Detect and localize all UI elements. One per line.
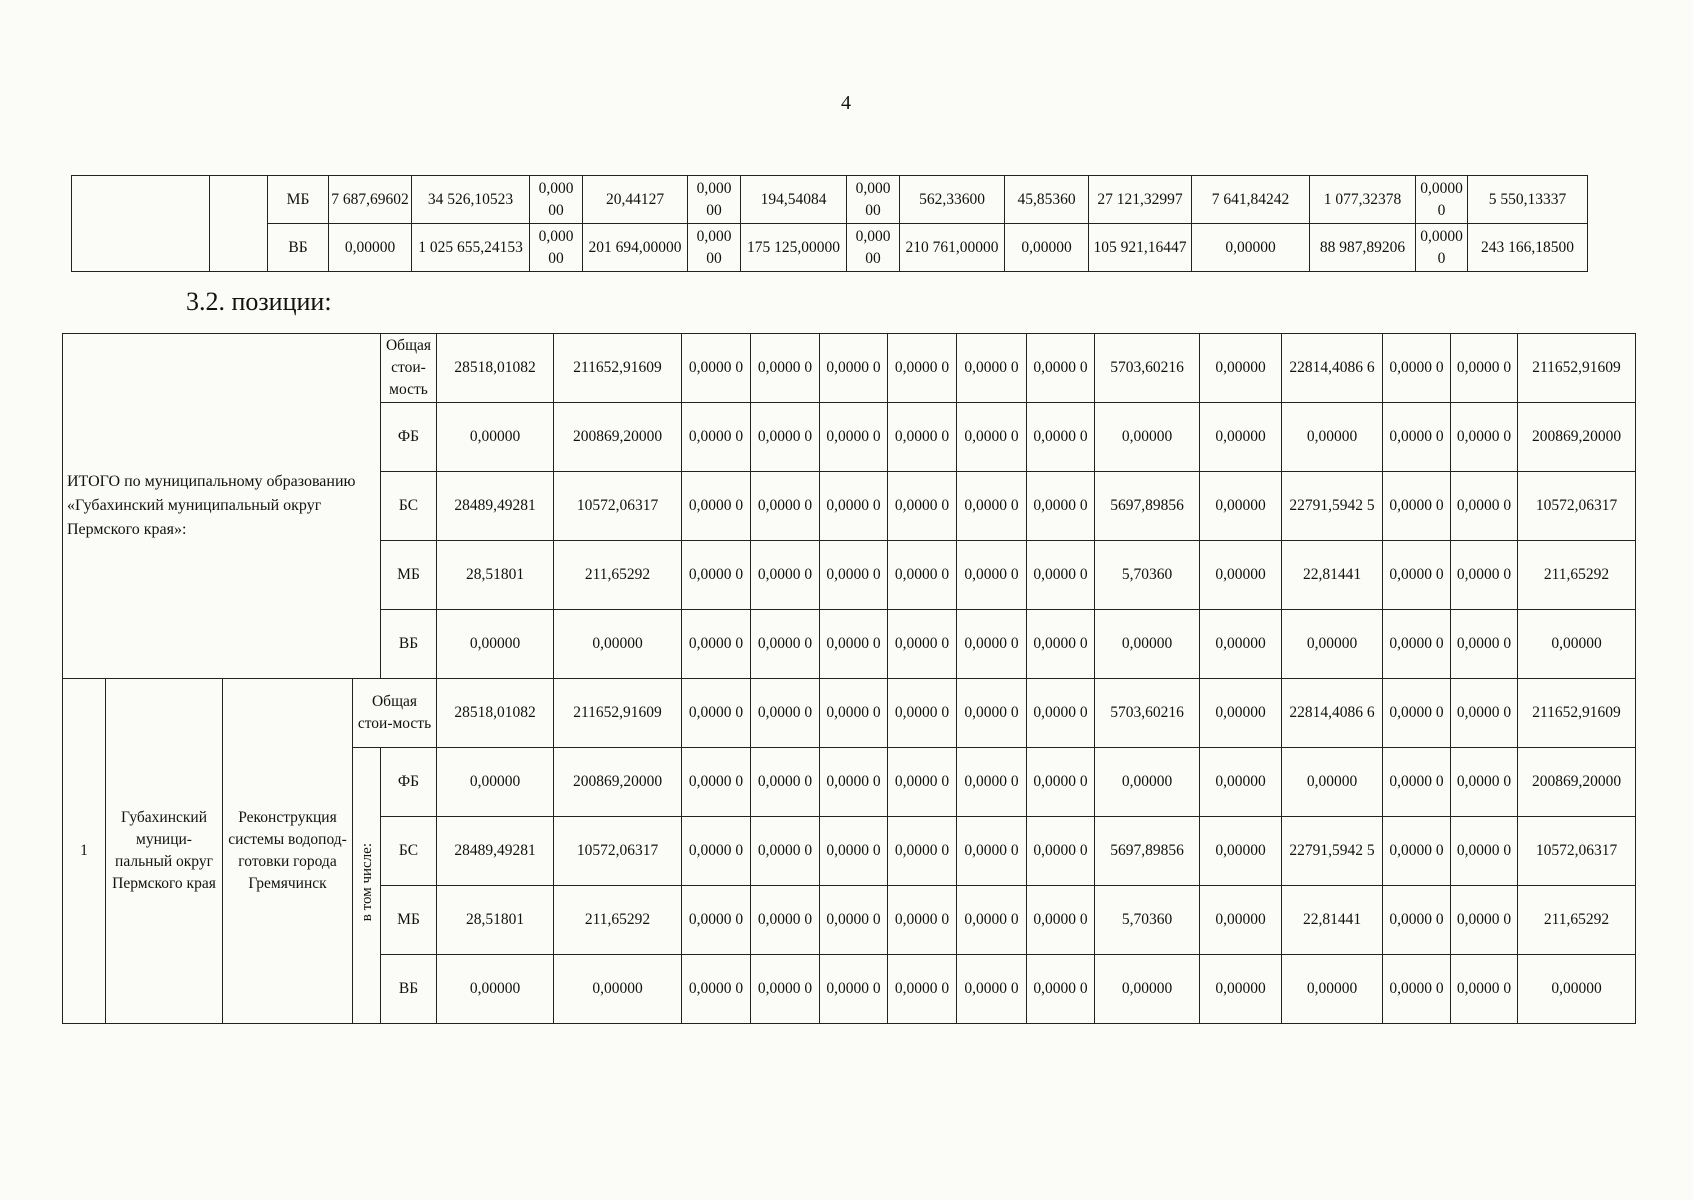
value-cell: 0,0000 0 [1451, 334, 1518, 403]
value-cell: 0,0000 0 [820, 817, 888, 886]
value-cell: 0,0000 0 [682, 955, 751, 1024]
value-cell: 0,0000 0 [751, 403, 820, 472]
row-label: ФБ [381, 748, 437, 817]
top-empty-cell [210, 176, 268, 272]
value-cell: 0,0000 0 [1451, 541, 1518, 610]
item-municipality: Губахинский муници-пальный округ Пермского края [106, 679, 223, 1024]
value-cell: 211652,91609 [1518, 679, 1636, 748]
value-cell: 0,0000 0 [1027, 748, 1095, 817]
value-cell: 0,0000 0 [957, 403, 1027, 472]
value-cell: 211652,91609 [1518, 334, 1636, 403]
value-cell: 0,0000 0 [1383, 541, 1451, 610]
value-cell: 27 121,32997 [1089, 176, 1192, 224]
top-row-vb [72, 224, 1588, 272]
value-cell: 0,0000 0 [751, 679, 820, 748]
value-cell: 7 687,69602 [329, 176, 412, 224]
value-cell: 0,0000 0 [682, 679, 751, 748]
value-cell: 0,0000 0 [957, 541, 1027, 610]
value-cell: 0,0000 0 [957, 679, 1027, 748]
row-label: ВБ [381, 610, 437, 679]
value-cell: 0,0000 0 [682, 472, 751, 541]
value-cell: 28489,49281 [437, 472, 554, 541]
value-cell: 5,70360 [1095, 541, 1200, 610]
value-cell: 0,00000 [1200, 472, 1282, 541]
value-cell: 10572,06317 [554, 472, 682, 541]
value-cell: 0,00000 [1282, 403, 1383, 472]
value-cell: 0,00000 [1200, 748, 1282, 817]
value-cell: 1 077,32378 [1310, 176, 1416, 224]
value-cell: 0,0000 0 [888, 610, 957, 679]
value-cell: 0,00000 [437, 610, 554, 679]
total-row-overall [63, 334, 1636, 403]
value-cell: 28518,01082 [437, 334, 554, 403]
value-cell: 0,0000 0 [1416, 176, 1468, 224]
value-cell: 0,00000 [1200, 334, 1282, 403]
positions-table [62, 333, 1636, 1024]
value-cell: 0,0000 0 [1451, 748, 1518, 817]
value-cell: 0,0000 0 [751, 610, 820, 679]
section-heading: 3.2. позиции: [186, 287, 332, 316]
value-cell: 1 025 655,24153 [412, 224, 530, 272]
value-cell: 0,0000 0 [751, 886, 820, 955]
value-cell: 0,0000 0 [1451, 610, 1518, 679]
value-cell: 22791,5942 5 [1282, 472, 1383, 541]
value-cell: 175 125,00000 [741, 224, 847, 272]
value-cell: 0,00000 [1200, 955, 1282, 1024]
value-cell: 211,65292 [1518, 886, 1636, 955]
value-cell: 0,0000 0 [888, 403, 957, 472]
including-label-cell [353, 748, 381, 1024]
value-cell: 211,65292 [554, 886, 682, 955]
value-cell: 0,0000 0 [751, 817, 820, 886]
value-cell: 22814,4086 6 [1282, 334, 1383, 403]
value-cell: 211652,91609 [554, 679, 682, 748]
row-label: МБ [381, 886, 437, 955]
value-cell: 0,0000 0 [820, 334, 888, 403]
value-cell: 0,0000 0 [1451, 472, 1518, 541]
value-cell: 0,000 00 [847, 224, 900, 272]
value-cell: 243 166,18500 [1468, 224, 1588, 272]
row-label: МБ [381, 541, 437, 610]
item-number: 1 [63, 679, 106, 1024]
value-cell: 0,0000 0 [888, 334, 957, 403]
value-cell: 0,0000 0 [888, 817, 957, 886]
value-cell: 0,0000 0 [820, 748, 888, 817]
top-table [71, 175, 1588, 272]
value-cell: 28,51801 [437, 886, 554, 955]
value-cell: 0,0000 0 [682, 334, 751, 403]
value-cell: 10572,06317 [1518, 472, 1636, 541]
value-cell: 22,81441 [1282, 541, 1383, 610]
value-cell: 0,00000 [1282, 748, 1383, 817]
value-cell: 0,00000 [1200, 886, 1282, 955]
value-cell: 22791,5942 5 [1282, 817, 1383, 886]
value-cell: 0,0000 0 [751, 472, 820, 541]
value-cell: 200869,20000 [1518, 748, 1636, 817]
value-cell: 0,0000 0 [820, 472, 888, 541]
value-cell: 0,0000 0 [1451, 817, 1518, 886]
value-cell: 0,00000 [437, 403, 554, 472]
value-cell: 34 526,10523 [412, 176, 530, 224]
value-cell: 0,00000 [1200, 817, 1282, 886]
value-cell: 0,0000 0 [957, 472, 1027, 541]
value-cell: 0,000 00 [688, 224, 741, 272]
row-label: ВБ [381, 955, 437, 1024]
total-label: ИТОГО по муниципальному образованию «Губахинский муниципальный округ Пермского края»: [63, 334, 381, 679]
value-cell: 0,00000 [1005, 224, 1089, 272]
value-cell: 7 641,84242 [1192, 176, 1310, 224]
value-cell: 28489,49281 [437, 817, 554, 886]
value-cell: 210 761,00000 [900, 224, 1005, 272]
value-cell: 0,00000 [1518, 610, 1636, 679]
value-cell: 0,000 00 [530, 176, 583, 224]
value-cell: 0,0000 0 [1383, 955, 1451, 1024]
value-cell: 0,0000 0 [751, 955, 820, 1024]
value-cell: 0,0000 0 [1383, 610, 1451, 679]
value-cell: 0,0000 0 [1027, 472, 1095, 541]
value-cell: 88 987,89206 [1310, 224, 1416, 272]
top-row-mb [72, 176, 1588, 224]
value-cell: 194,54084 [741, 176, 847, 224]
value-cell: 20,44127 [583, 176, 688, 224]
value-cell: 0,0000 0 [1383, 679, 1451, 748]
value-cell: 0,000 00 [688, 176, 741, 224]
row-label: МБ [268, 176, 329, 224]
value-cell: 0,0000 0 [682, 541, 751, 610]
including-label: в том числе: [358, 842, 375, 922]
value-cell: 0,00000 [1200, 403, 1282, 472]
value-cell: 0,00000 [1095, 610, 1200, 679]
value-cell: 0,0000 0 [1027, 541, 1095, 610]
value-cell: 0,00000 [437, 955, 554, 1024]
value-cell: 0,00000 [1200, 541, 1282, 610]
value-cell: 5 550,13337 [1468, 176, 1588, 224]
value-cell: 0,00000 [1200, 610, 1282, 679]
value-cell: 200869,20000 [554, 748, 682, 817]
value-cell: 0,00000 [554, 955, 682, 1024]
value-cell: 0,0000 0 [888, 955, 957, 1024]
value-cell: 0,0000 0 [1451, 886, 1518, 955]
value-cell: 0,0000 0 [820, 955, 888, 1024]
value-cell: 0,0000 0 [1383, 748, 1451, 817]
value-cell: 200869,20000 [1518, 403, 1636, 472]
value-cell: 0,0000 0 [1451, 679, 1518, 748]
value-cell: 0,0000 0 [1383, 817, 1451, 886]
value-cell: 211,65292 [1518, 541, 1636, 610]
value-cell: 0,0000 0 [888, 886, 957, 955]
value-cell: 0,0000 0 [888, 679, 957, 748]
value-cell: 0,00000 [554, 610, 682, 679]
value-cell: 28518,01082 [437, 679, 554, 748]
value-cell: 0,0000 0 [957, 334, 1027, 403]
value-cell: 0,0000 0 [1383, 403, 1451, 472]
value-cell: 5703,60216 [1095, 679, 1200, 748]
value-cell: 0,0000 0 [957, 955, 1027, 1024]
value-cell: 0,0000 0 [820, 886, 888, 955]
value-cell: 0,0000 0 [1383, 886, 1451, 955]
value-cell: 0,0000 0 [888, 472, 957, 541]
page-number: 4 [841, 92, 851, 114]
value-cell: 0,00000 [1518, 955, 1636, 1024]
value-cell: 45,85360 [1005, 176, 1089, 224]
value-cell: 0,0000 0 [1027, 955, 1095, 1024]
value-cell: 5697,89856 [1095, 472, 1200, 541]
value-cell: 0,00000 [1095, 403, 1200, 472]
value-cell: 0,0000 0 [820, 610, 888, 679]
value-cell: 0,0000 0 [820, 679, 888, 748]
value-cell: 562,33600 [900, 176, 1005, 224]
value-cell: 0,0000 0 [682, 403, 751, 472]
value-cell: 22,81441 [1282, 886, 1383, 955]
value-cell: 0,0000 0 [751, 748, 820, 817]
value-cell: 0,0000 0 [1027, 817, 1095, 886]
value-cell: 10572,06317 [1518, 817, 1636, 886]
row-label: Общая стои-мость [353, 679, 437, 748]
value-cell: 0,0000 0 [888, 748, 957, 817]
value-cell: 0,00000 [1282, 955, 1383, 1024]
value-cell: 0,0000 0 [682, 817, 751, 886]
value-cell: 0,0000 0 [1027, 610, 1095, 679]
value-cell: 0,0000 0 [1027, 334, 1095, 403]
row-label: БС [381, 472, 437, 541]
value-cell: 0,00000 [1192, 224, 1310, 272]
value-cell: 5697,89856 [1095, 817, 1200, 886]
value-cell: 0,0000 0 [1451, 955, 1518, 1024]
item-object: Реконструкция системы водопод-готовки города Гремячинск [223, 679, 353, 1024]
value-cell: 28,51801 [437, 541, 554, 610]
value-cell: 0,00000 [329, 224, 412, 272]
value-cell: 5703,60216 [1095, 334, 1200, 403]
value-cell: 10572,06317 [554, 817, 682, 886]
value-cell: 0,0000 0 [820, 403, 888, 472]
row-label: Общая стои-мость [381, 334, 437, 403]
value-cell: 0,0000 0 [1451, 403, 1518, 472]
row-label: ВБ [268, 224, 329, 272]
value-cell: 0,0000 0 [751, 334, 820, 403]
value-cell: 0,0000 0 [957, 817, 1027, 886]
row-label: ФБ [381, 403, 437, 472]
item-row-overall [63, 679, 1636, 748]
value-cell: 211,65292 [554, 541, 682, 610]
value-cell: 0,0000 0 [1027, 886, 1095, 955]
value-cell: 105 921,16447 [1089, 224, 1192, 272]
value-cell: 0,00000 [1095, 748, 1200, 817]
value-cell: 0,0000 0 [1416, 224, 1468, 272]
value-cell: 5,70360 [1095, 886, 1200, 955]
value-cell: 0,0000 0 [1383, 472, 1451, 541]
value-cell: 0,0000 0 [957, 748, 1027, 817]
value-cell: 0,0000 0 [682, 610, 751, 679]
value-cell: 0,0000 0 [957, 886, 1027, 955]
value-cell: 0,000 00 [847, 176, 900, 224]
value-cell: 22814,4086 6 [1282, 679, 1383, 748]
value-cell: 0,00000 [437, 748, 554, 817]
value-cell: 211652,91609 [554, 334, 682, 403]
top-empty-cell [72, 176, 210, 272]
value-cell: 0,0000 0 [1027, 403, 1095, 472]
value-cell: 0,0000 0 [820, 541, 888, 610]
value-cell: 201 694,00000 [583, 224, 688, 272]
value-cell: 0,0000 0 [682, 886, 751, 955]
value-cell: 0,0000 0 [957, 610, 1027, 679]
value-cell: 200869,20000 [554, 403, 682, 472]
value-cell: 0,0000 0 [888, 541, 957, 610]
value-cell: 0,00000 [1095, 955, 1200, 1024]
value-cell: 0,00000 [1282, 610, 1383, 679]
value-cell: 0,0000 0 [751, 541, 820, 610]
value-cell: 0,00000 [1200, 679, 1282, 748]
row-label: БС [381, 817, 437, 886]
value-cell: 0,0000 0 [1383, 334, 1451, 403]
value-cell: 0,000 00 [530, 224, 583, 272]
value-cell: 0,0000 0 [1027, 679, 1095, 748]
value-cell: 0,0000 0 [682, 748, 751, 817]
